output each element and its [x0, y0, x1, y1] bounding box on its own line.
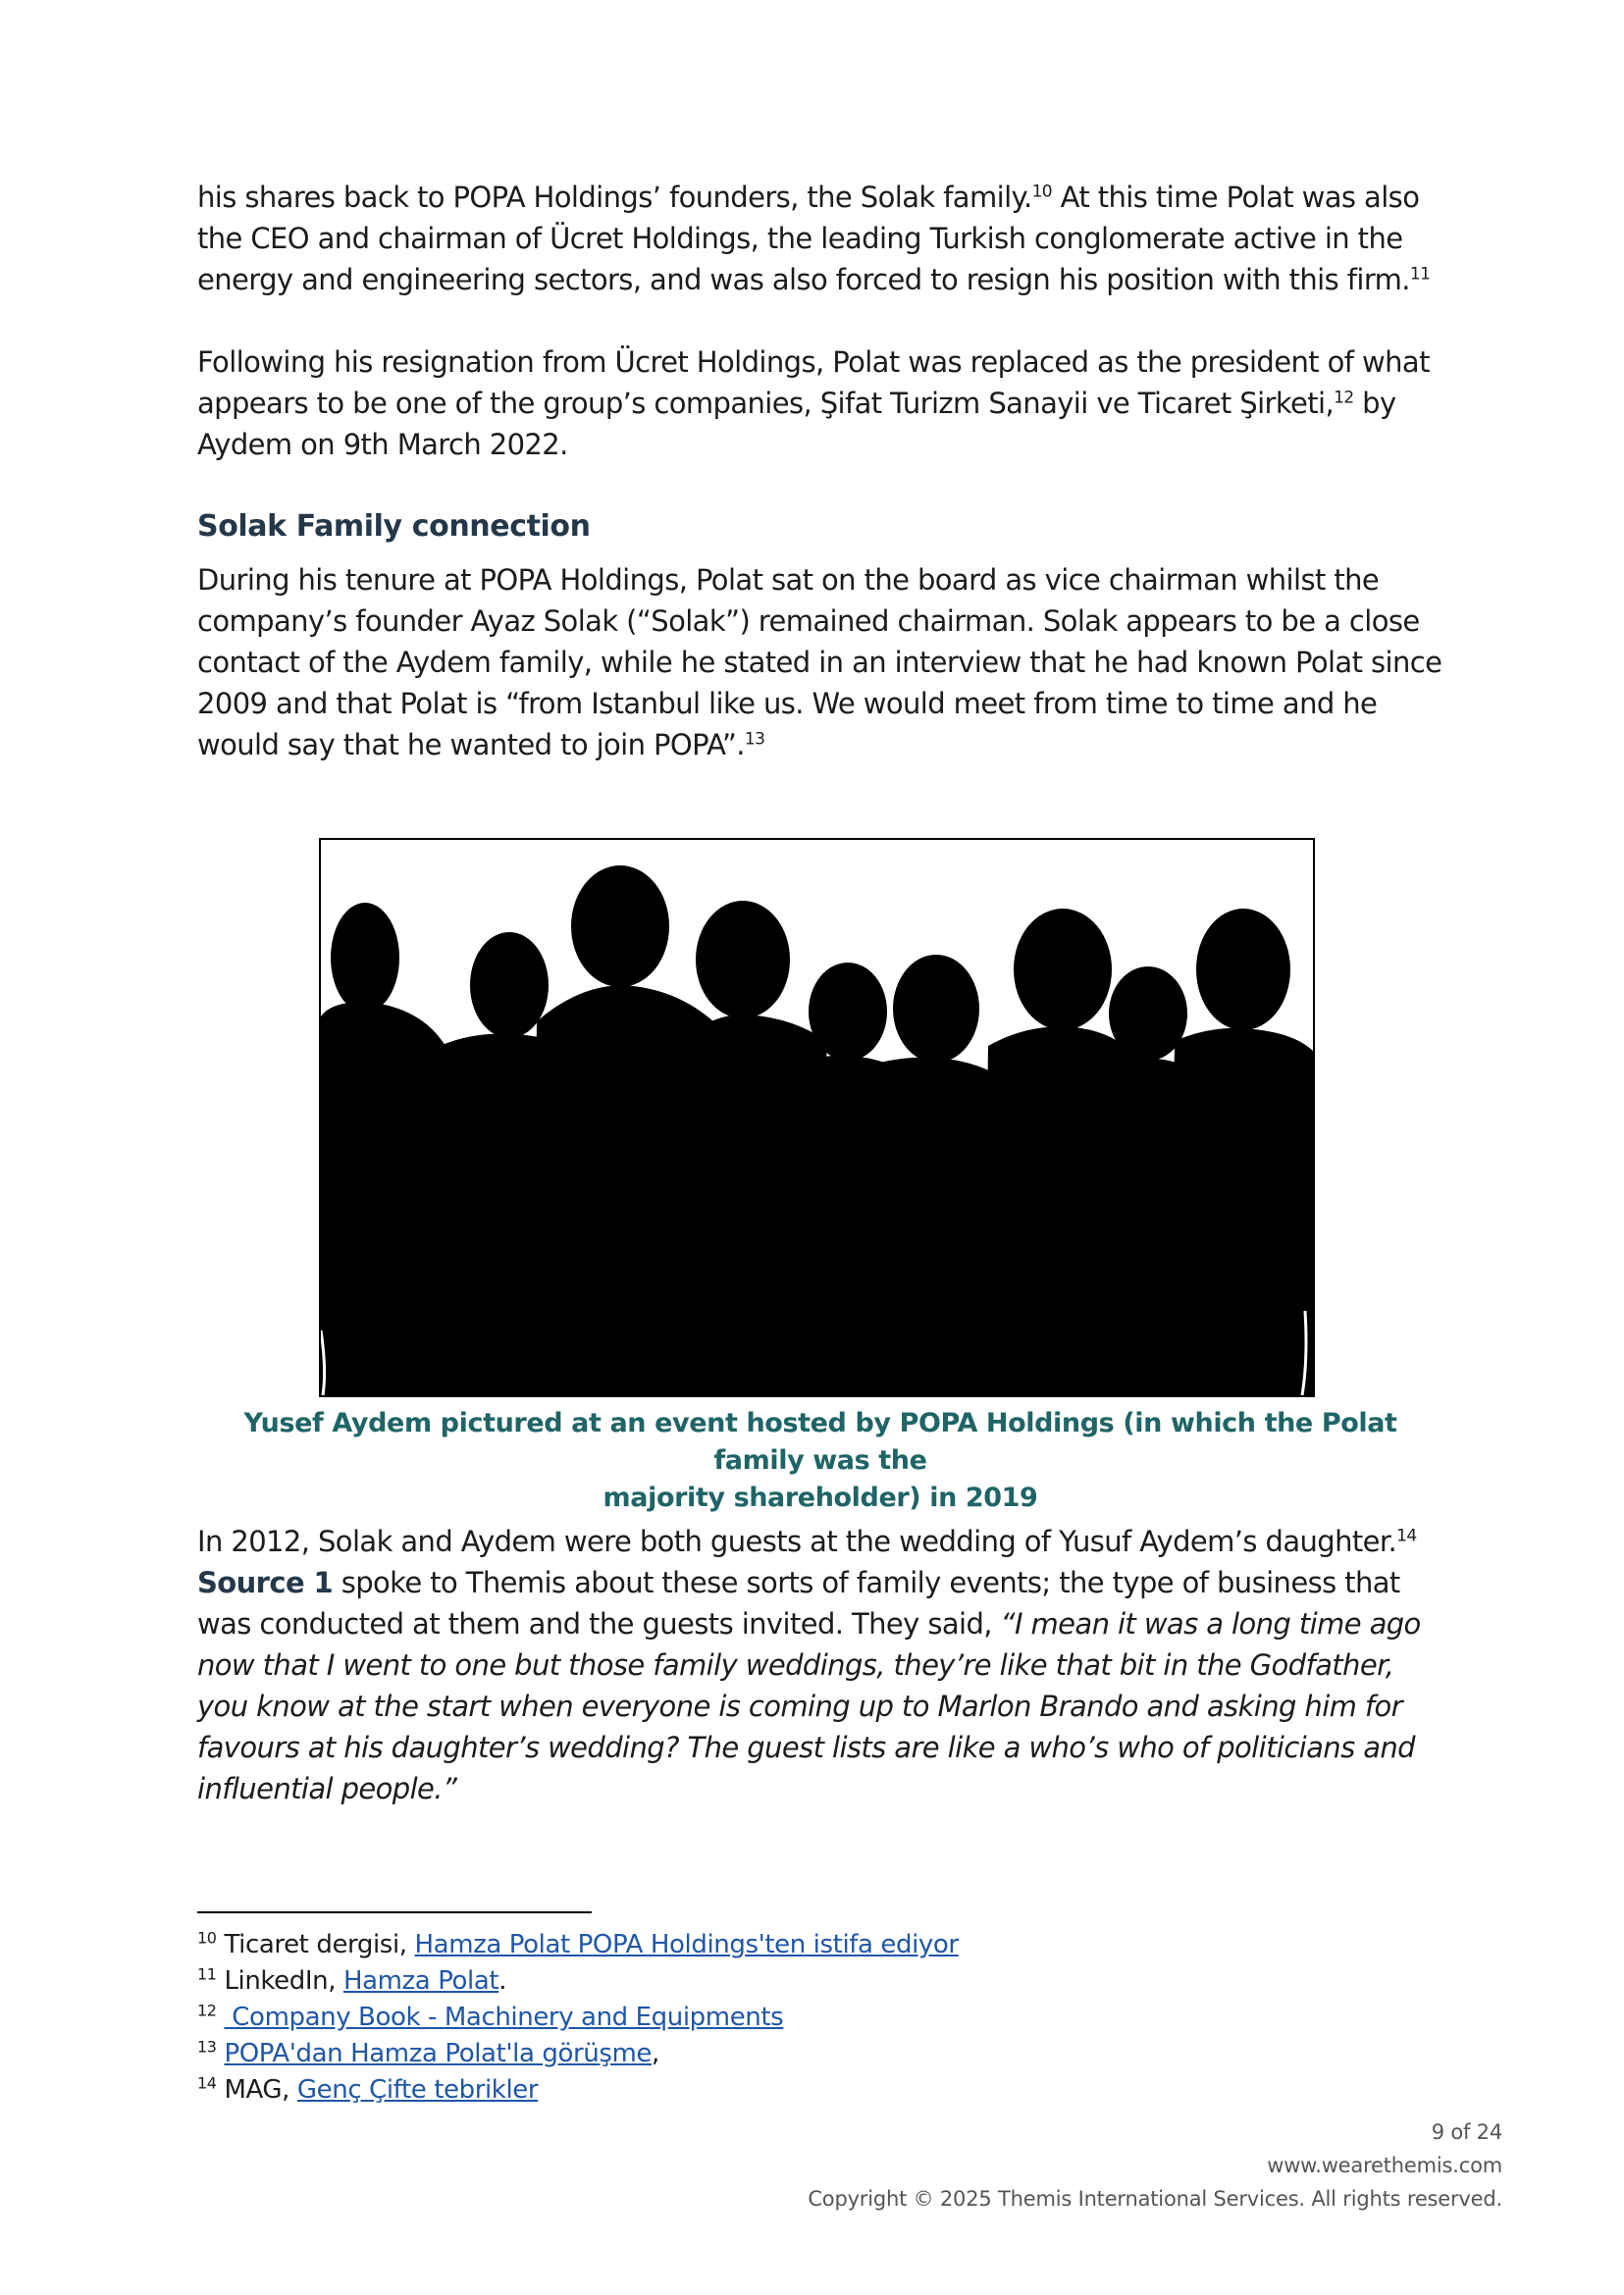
page-number: 9 of 24 — [1431, 2120, 1502, 2144]
paragraph-replacement: Following his resignation from Ücret Holdings, Polat was replaced as the president of what appears to be one of the group’s companies, Şifat Turizm Sanayii ve Ticaret Şirketi,$^{12}$ by Aydem on 9th March 2022. — [197, 345, 1430, 461]
page-footer — [808, 2115, 1502, 2216]
paragraph-solak: During his tenure at POPA Holdings, Polat sat on the board as vice chairman whilst the company’s founder Ayaz Solak (“Solak”) remained chairman. Solak appears to be a close contact of the Aydem family, while he stated in an interview that he had known Polat since 2009 and that Polat is “from Istanbul like us. We would meet from time to time and he would say that he wanted to join POPA”.$^{13}$ — [197, 563, 1442, 761]
silhouette-graphic — [321, 840, 1313, 1395]
paragraph-wedding: In 2012, Solak and Aydem were both guests at the wedding of Yusuf Aydem’s daughter.$^{14}$ Source 1 spoke to Themis about these sorts of family events; the type of business that was conducted at them and the guests invited. They said, “I mean it was a long time ago now that I went to one but those family weddings, they’re like that bit in the Godfather, you know at the start when everyone is coming up to Marlon Brando and asking him for favours at his daughter’s wedding? The guest lists are like a who’s who of politicians and influential people.” — [197, 1525, 1421, 1805]
copyright: Copyright © 2025 Themis International Services. All rights reserved. — [808, 2187, 1502, 2211]
main-content — [197, 177, 1443, 765]
footnote-10-link[interactable]: Hamza Polat POPA Holdings'ten istifa ediyor — [414, 1930, 959, 1959]
footnote-divider — [197, 1911, 592, 1913]
footnote-14: $^{14}$ MAG, Genç Çifte tebrikler — [197, 2073, 539, 2105]
figure-caption: Yusef Aydem pictured at an event hosted by POPA Holdings (in which the Polat family was the majority shareholder) in 2019 — [243, 1408, 1397, 1513]
section-heading: Solak Family connection — [197, 509, 591, 544]
footnote-13-link[interactable]: POPA'dan Hamza Polat'la görüşme — [224, 2039, 652, 2068]
footnote-ref-12[interactable]: 12 — [1334, 388, 1354, 408]
footnote-12: $^{12}$ Company Book - Machinery and Equipments — [197, 2001, 784, 2032]
footnote-10: $^{10}$ Ticaret dergisi, Hamza Polat POPA Holdings'ten istifa ediyor — [197, 1928, 959, 1959]
paragraph-wedding-block — [197, 1521, 1443, 1809]
footnote-13: $^{13}$ POPA'dan Hamza Polat'la görüşme, — [197, 2037, 659, 2068]
website-url[interactable]: www.wearethemis.com — [1267, 2154, 1502, 2177]
paragraph-resignation: his shares back to POPA Holdings’ founders, the Solak family.$^{10}$ At this time Polat was also the CEO and chairman of Ücret Holdings, the leading Turkish conglomerate active in the energy and engineering sectors, and was also forced to resign his position with this firm.$^{11}$ — [197, 181, 1431, 296]
footnotes — [197, 1927, 1277, 2109]
footnote-ref-11[interactable]: 11 — [1409, 264, 1431, 285]
group-silhouette-image — [319, 838, 1315, 1397]
footnote-12-link[interactable]: Company Book - Machinery and Equipments — [224, 2003, 784, 2032]
source-label: Source 1 — [197, 1566, 334, 1599]
footnote-ref-13[interactable]: 13 — [744, 729, 765, 750]
source-quote: “I mean it was a long time ago now that I went to one but those family weddings, they’re like that bit in the Godfather, you know at the start when everyone is coming up to Marlon Brando and asking him for favours at his daughter’s wedding? The guest lists are like a who’s who of politicians and influential people.” — [197, 1607, 1421, 1805]
footnote-ref-14[interactable]: 14 — [1396, 1526, 1417, 1546]
footnote-ref-10[interactable]: 10 — [1031, 182, 1053, 202]
footnote-11: $^{11}$ LinkedIn, Hamza Polat. — [197, 1964, 507, 1996]
footnote-14-link[interactable]: Genç Çifte tebrikler — [296, 2075, 539, 2105]
footnote-11-link[interactable]: Hamza Polat — [342, 1966, 499, 1996]
